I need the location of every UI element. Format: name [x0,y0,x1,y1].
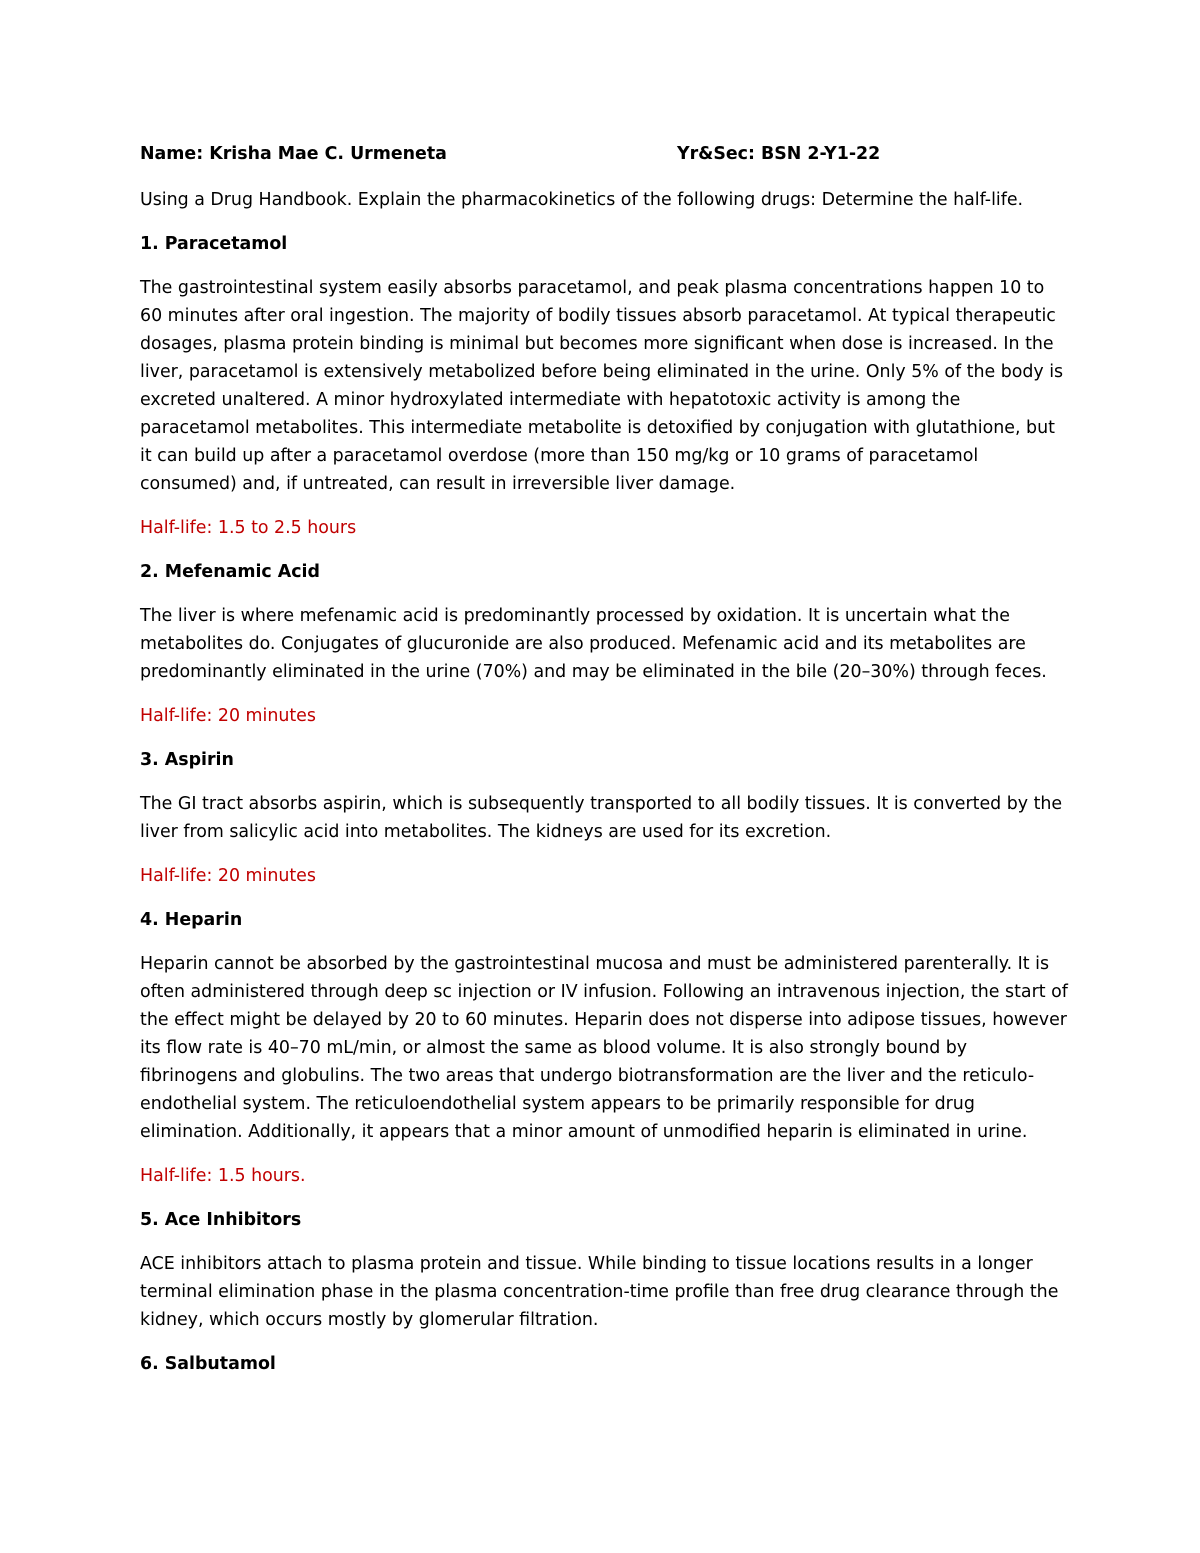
half-life-mefenamic-acid: Half-life: 20 minutes [140,706,316,726]
year-section: Yr&Sec: BSN 2-Y1-22 [677,144,881,164]
drug-body-paracetamol: The gastrointestinal system easily absorbs paracetamol, and peak plasma concentrations happen 10 to 60 minutes after oral ingestion. The majority of bodily tissues absorb paracetamol. At typical therapeutic dosages, plasma protein binding is minimal but becomes more significant when dose is increased. In the liver, paracetamol is extensively metabolized before being eliminated in the urine. Only 5% of the body is excreted unaltered. A minor hydroxylated intermediate with hepatotoxic activity is among the paracetamol metabolites. This intermediate metabolite is detoxified by conjugation with glutathione, but it can build up after a paracetamol overdose (more than 150 mg/kg or 10 grams of paracetamol consumed) and, if untreated, can result in irreversible liver damage. [140,278,1064,494]
drug-body-ace-inhibitors: ACE inhibitors attach to plasma protein and tissue. While binding to tissue locations results in a longer terminal elimination phase in the plasma concentration-time profile than free drug clearance through the kidney, which occurs mostly by glomerular filtration. [140,1254,1059,1330]
drug-heading-heparin: 4. Heparin [140,910,243,930]
drug-heading-paracetamol: 1. Paracetamol [140,234,288,254]
drug-heading-ace-inhibitors: 5. Ace Inhibitors [140,1210,302,1230]
drug-body-mefenamic-acid: The liver is where mefenamic acid is predominantly processed by oxidation. It is uncertain what the metabolites do. Conjugates of glucuronide are also produced. Mefenamic acid and its metabolites are predominantly eliminated in the urine (70%) and may be eliminated in the bile (20–30%) through feces. [140,606,1047,682]
instructions: Using a Drug Handbook. Explain the pharmacokinetics of the following drugs: Determine the half-life. [140,190,1024,210]
drug-heading-salbutamol: 6. Salbutamol [140,1354,276,1374]
half-life-aspirin: Half-life: 20 minutes [140,866,316,886]
drug-heading-mefenamic-acid: 2. Mefenamic Acid [140,562,320,582]
drug-body-heparin: Heparin cannot be absorbed by the gastrointestinal mucosa and must be administered parenterally. It is often administered through deep sc injection or IV infusion. Following an intravenous injection, the start of the effect might be delayed by 20 to 60 minutes. Heparin does not disperse into adipose tissues, however its flow rate is 40–70 mL/min, or almost the same as blood volume. It is also strongly bound by fibrinogens and globulins. The two areas that undergo biotransformation are the liver and the reticulo-endothelial system. The reticuloendothelial system appears to be primarily responsible for drug elimination. Additionally, it appears that a minor amount of unmodified heparin is eliminated in urine. [140,954,1068,1142]
header-row [140,140,1070,168]
document-page [140,140,1070,1394]
half-life-heparin: Half-life: 1.5 hours. [140,1166,306,1186]
drug-heading-aspirin: 3. Aspirin [140,750,234,770]
student-name: Name: Krisha Mae C. Urmeneta [140,144,447,164]
half-life-paracetamol: Half-life: 1.5 to 2.5 hours [140,518,357,538]
drug-body-aspirin: The GI tract absorbs aspirin, which is subsequently transported to all bodily tissues. It is converted by the liver from salicylic acid into metabolites. The kidneys are used for its excretion. [140,794,1063,842]
